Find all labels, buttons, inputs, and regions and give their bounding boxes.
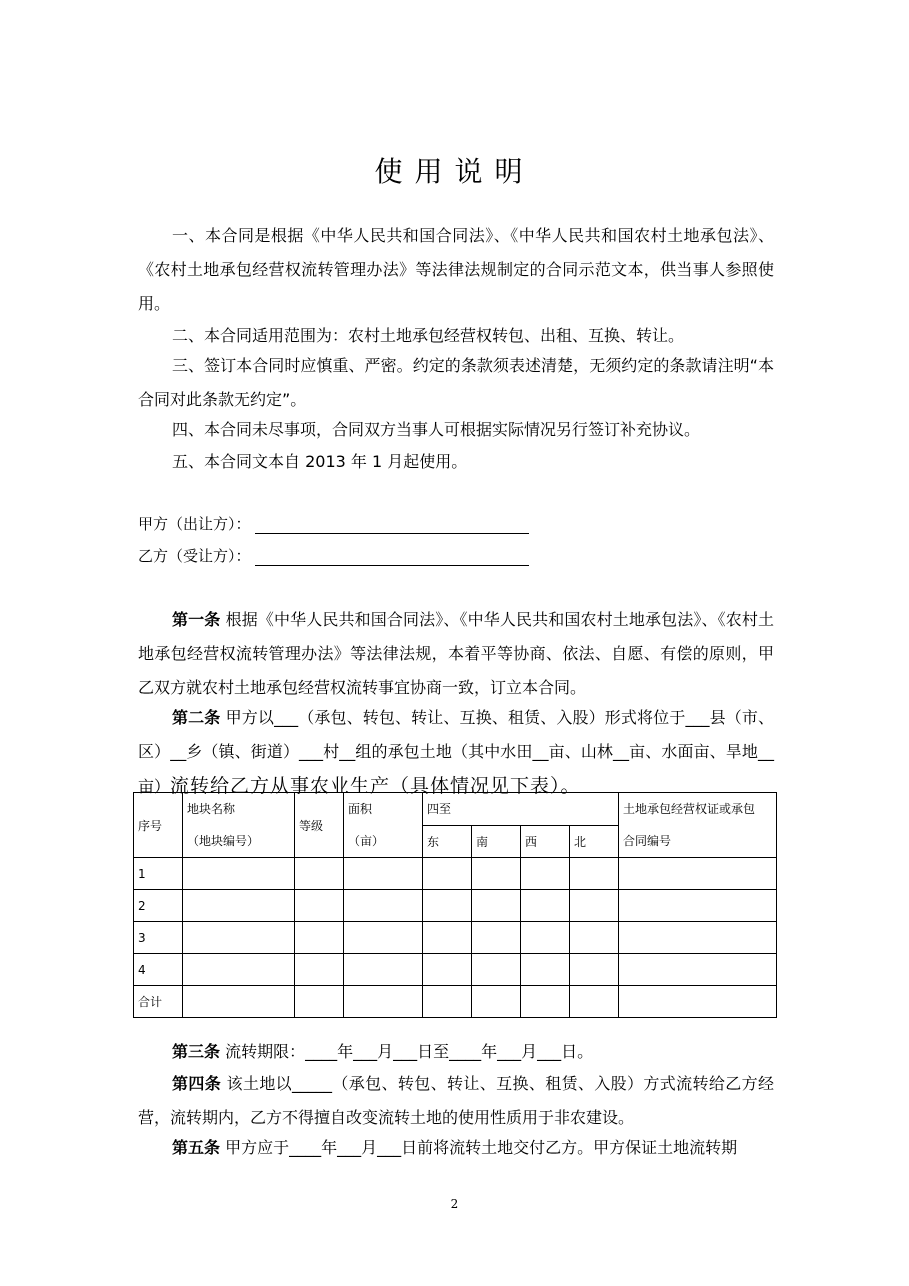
header-certificate: 土地承包经营权证或承包 合同编号: [619, 793, 777, 858]
header-name: 地块名称 （地块编号）: [183, 793, 295, 858]
article-4-heading: 第四条: [172, 1074, 222, 1093]
table-row-total: [134, 986, 777, 1018]
header-north: 北: [570, 825, 619, 858]
article-4: [138, 1067, 774, 1135]
party-b-label: 乙方（受让方）：: [138, 547, 251, 565]
row-seq: 3: [134, 922, 183, 954]
article-1: [138, 603, 774, 705]
article-4-text: 该土地以_____（承包、转包、转让、互换、租赁、入股）方式流转给乙方经营，流转期内，乙方不得擅自改变流转土地的使用性质用于非农建设。: [138, 1074, 774, 1127]
instruction-5: 五、本合同文本自 2013 年 1 月起使用。: [172, 452, 468, 471]
instruction-1: 一、本合同是根据《中华人民共和国合同法》、《中华人民共和国农村土地承包法》、《农村土地承包经营权流转管理办法》等法律法规制定的合同示范文本，供当事人参照使用。: [138, 226, 774, 313]
row-seq: 2: [134, 890, 183, 922]
row-seq: 1: [134, 858, 183, 890]
row-seq: 合计: [134, 986, 183, 1018]
table-row: [134, 858, 777, 890]
header-area: 面积 （亩）: [344, 793, 423, 858]
instruction-2: 二、本合同适用范围为：农村土地承包经营权转包、出租、互换、转让。: [172, 326, 685, 345]
row-seq: 4: [134, 954, 183, 986]
article-2-text: 甲方以___（承包、转包、转让、互换、租赁、入股）形式将位于___县（市、区）__乡（镇、街道）___村__组的承包土地（其中水田__亩、山林__亩、水面亩、旱地__亩）: [138, 708, 774, 796]
article-1-heading: 第一条: [172, 610, 221, 629]
article-5-text: 甲方应于____年___月___日前将流转土地交付乙方。甲方保证土地流转期: [225, 1138, 738, 1157]
header-west: 西: [521, 825, 570, 858]
page-title: 使用说明: [374, 155, 535, 188]
header-seq: 序号: [134, 793, 183, 858]
header-east: 东: [423, 825, 472, 858]
page-number: 2: [450, 1197, 459, 1211]
table-row: [134, 954, 777, 986]
header-grade: 等级: [295, 793, 344, 858]
party-a-signature: [138, 514, 529, 534]
article-2-heading: 第二条: [172, 708, 221, 727]
party-a-label: 甲方（出让方）：: [138, 515, 251, 533]
header-boundaries: 四至: [423, 793, 619, 826]
article-3-text: 流转期限：____年___月___日至____年___月___日。: [225, 1042, 594, 1061]
article-3: [138, 1035, 774, 1069]
article-2: [138, 701, 774, 804]
table-row: [134, 922, 777, 954]
article-5: [138, 1131, 774, 1165]
instruction-3: 三、签订本合同时应慎重、严密。约定的条款须表述清楚，无须约定的条款请注明“本合同对此条款无约定”。: [138, 356, 774, 409]
article-5-heading: 第五条: [172, 1138, 221, 1157]
instruction-4: 四、本合同未尽事项，合同双方当事人可根据实际情况另行签订补充协议。: [172, 420, 701, 439]
party-a-blank[interactable]: [255, 517, 529, 534]
header-south: 南: [472, 825, 521, 858]
party-b-blank[interactable]: [255, 549, 529, 566]
article-2-tail: 流转给乙方从事农业生产（具体情况见下表）。: [170, 775, 581, 797]
article-3-heading: 第三条: [172, 1042, 221, 1061]
table-row: [134, 890, 777, 922]
party-b-signature: [138, 546, 529, 566]
land-table: [133, 792, 777, 1018]
article-1-text: 根据《中华人民共和国合同法》、《中华人民共和国农村土地承包法》、《农村土地承包经营权流转管理办法》等法律法规，本着平等协商、依法、自愿、有偿的原则，甲乙双方就农村土地承包经营权流转事宜协商一致，订立本合同。: [138, 610, 774, 697]
